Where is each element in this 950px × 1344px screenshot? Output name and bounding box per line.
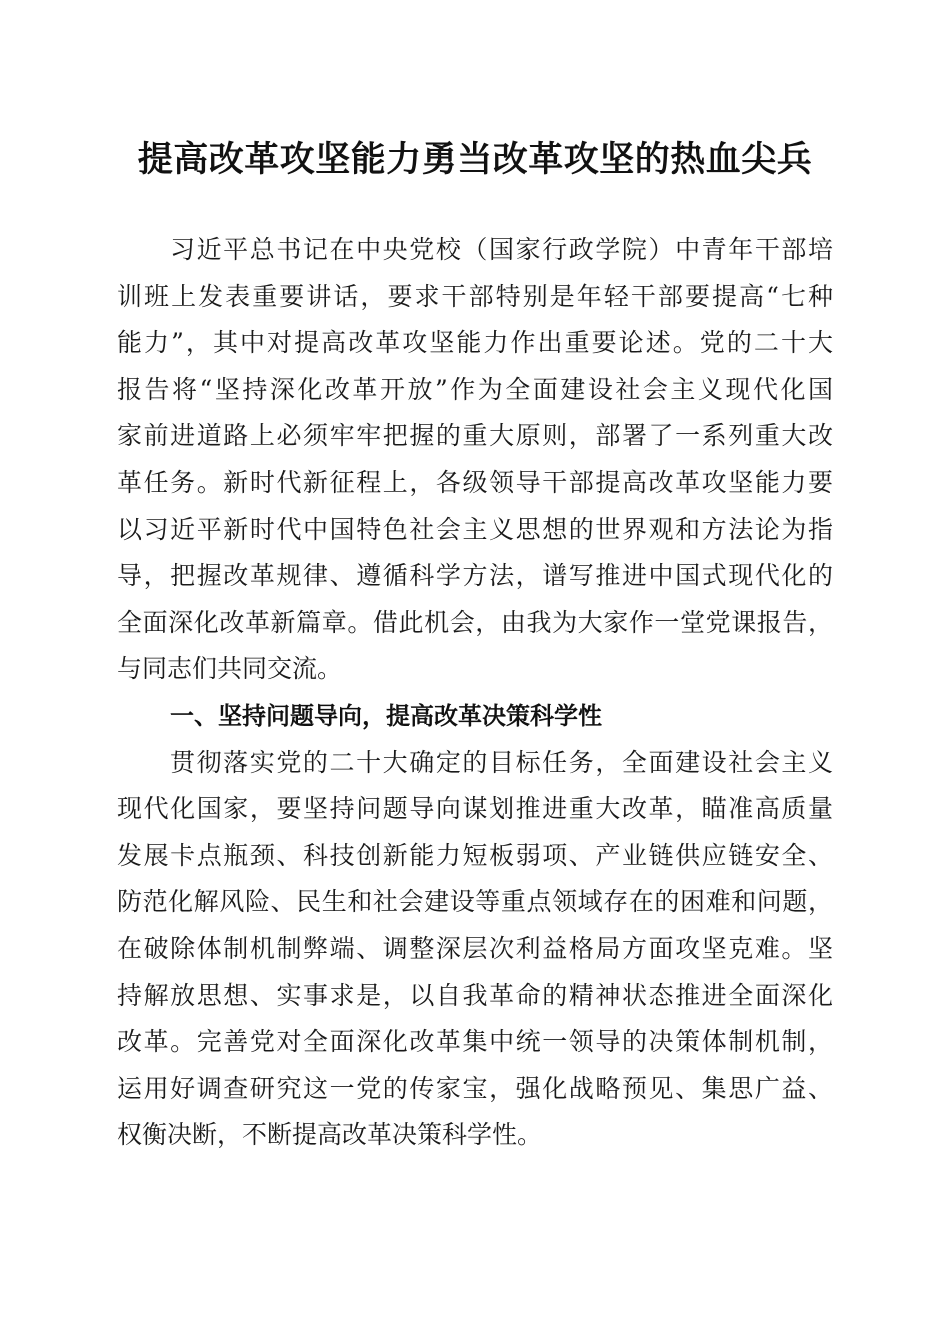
text-line: 能力”，其中对提高改革攻坚能力作出重要论述。党的二十大: [117, 328, 833, 358]
text-line: 改革。完善党对全面深化改革集中统一领导的决策体制机制，: [117, 1027, 833, 1057]
text-line: 运用好调查研究这一党的传家宝，强化战略预见、集思广益、: [117, 1073, 833, 1103]
text-line: 持解放思想、实事求是，以自我革命的精神状态推进全面深化: [117, 980, 833, 1010]
text-line: 与同志们共同交流。: [117, 654, 343, 684]
text-line: 习近平总书记在中央党校（国家行政学院）中青年干部培: [170, 235, 833, 264]
text-line: 发展卡点瓶颈、科技创新能力短板弱项、产业链供应链安全、: [117, 840, 833, 870]
text-line: 贯彻落实党的二十大确定的目标任务，全面建设社会主义: [170, 747, 833, 777]
text-line: 全面深化改革新篇章。借此机会，由我为大家作一堂党课报告，: [117, 607, 833, 637]
paragraph-1: [117, 227, 833, 693]
text-line: 防范化解风险、民生和社会建设等重点领域存在的困难和问题，: [117, 887, 833, 917]
text-line: 家前进道路上必须牢牢把握的重大原则，部署了一系列重大改: [117, 421, 833, 451]
text-line: 在破除体制机制弊端、调整深层次利益格局方面攻坚克难。坚: [117, 933, 833, 963]
text-line: 训班上发表重要讲话，要求干部特别是年轻干部要提高“七种: [117, 281, 833, 311]
section-heading: 一、坚持问题导向，提高改革决策科学性: [170, 701, 602, 730]
text-line: 以习近平新时代中国特色社会主义思想的世界观和方法论为指: [117, 514, 833, 544]
paragraph-2: [117, 740, 833, 1159]
document-title: 提高改革攻坚能力勇当改革攻坚的热血尖兵: [137, 139, 813, 180]
text-line: 现代化国家，要坚持问题导向谋划推进重大改革，瞄准高质量: [117, 794, 833, 824]
document-body: [117, 227, 833, 1159]
text-line: 革任务。新时代新征程上，各级领导干部提高改革攻坚能力要: [117, 467, 833, 497]
text-line: 权衡决断，不断提高改革决策科学性。: [117, 1120, 543, 1150]
text-line: 导，把握改革规律、遵循科学方法，谱写推进中国式现代化的: [117, 561, 833, 591]
text-line: 报告将“坚持深化改革开放”作为全面建设社会主义现代化国: [117, 374, 833, 404]
